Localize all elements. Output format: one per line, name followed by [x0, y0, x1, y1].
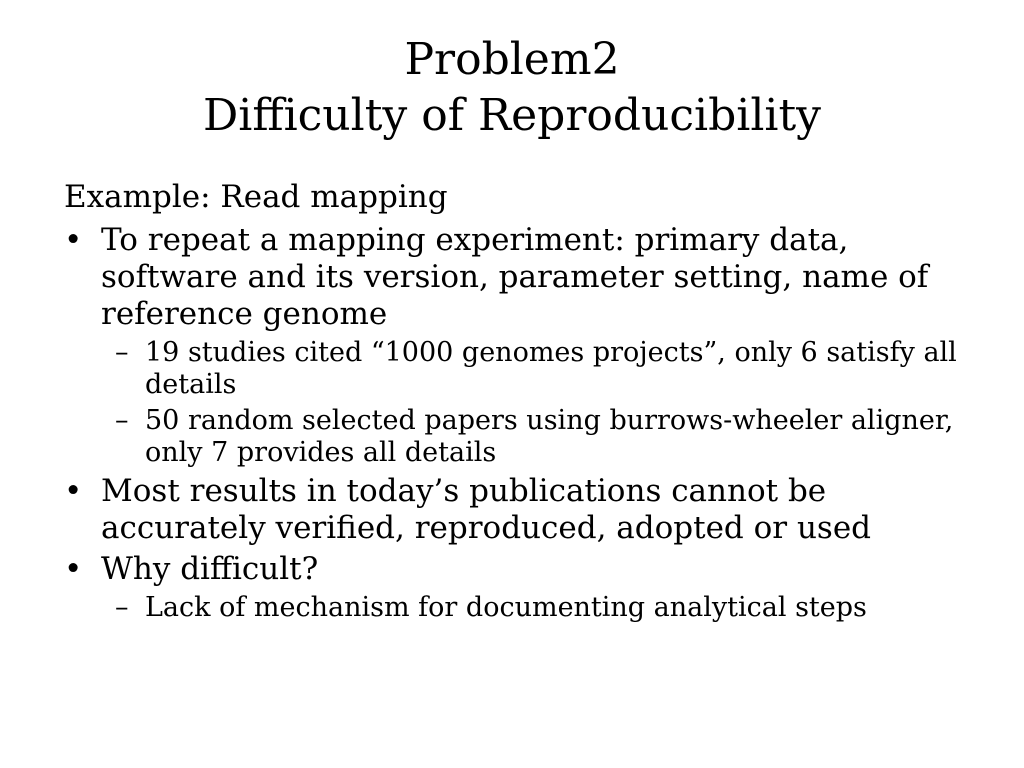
bullet-icon: • — [64, 551, 83, 587]
slide-body — [64, 178, 964, 628]
bullet-icon: • — [64, 473, 83, 509]
bullet-icon: • — [64, 222, 83, 258]
sub-bullet-item — [115, 592, 964, 624]
sub-bullet-text: Lack of mechanism for documenting analytical steps — [145, 592, 867, 623]
dash-icon: – — [115, 337, 129, 368]
bullet-item — [64, 473, 964, 547]
sub-bullet-item — [115, 405, 964, 469]
sub-bullet-item — [115, 337, 964, 401]
bullet-item — [64, 551, 964, 588]
sub-bullet-text: 50 random selected papers using burrows-wheeler aligner, only 7 provides all details — [145, 405, 954, 468]
dash-icon: – — [115, 592, 129, 623]
dash-icon: – — [115, 405, 129, 436]
bullet-group-3 — [64, 551, 964, 624]
bullet-text: To repeat a mapping experiment: primary data, software and its version, parameter setting, name of reference genome — [101, 222, 929, 332]
title-line-1: Problem2 — [404, 34, 620, 85]
bullet-group-1 — [64, 222, 964, 469]
bullet-group-2 — [64, 473, 964, 547]
slide-title — [0, 32, 1024, 144]
title-line-2: Difficulty of Reproducibility — [202, 90, 822, 141]
bullet-text: Most results in today’s publications cannot be accurately verified, reproduced, adopted or used — [101, 473, 872, 546]
bullet-item — [64, 222, 964, 333]
sub-bullet-text: 19 studies cited “1000 genomes projects”, only 6 satisfy all details — [145, 337, 957, 400]
lead-text: Example: Read mapping — [64, 179, 448, 215]
bullet-text: Why difficult? — [101, 551, 319, 587]
